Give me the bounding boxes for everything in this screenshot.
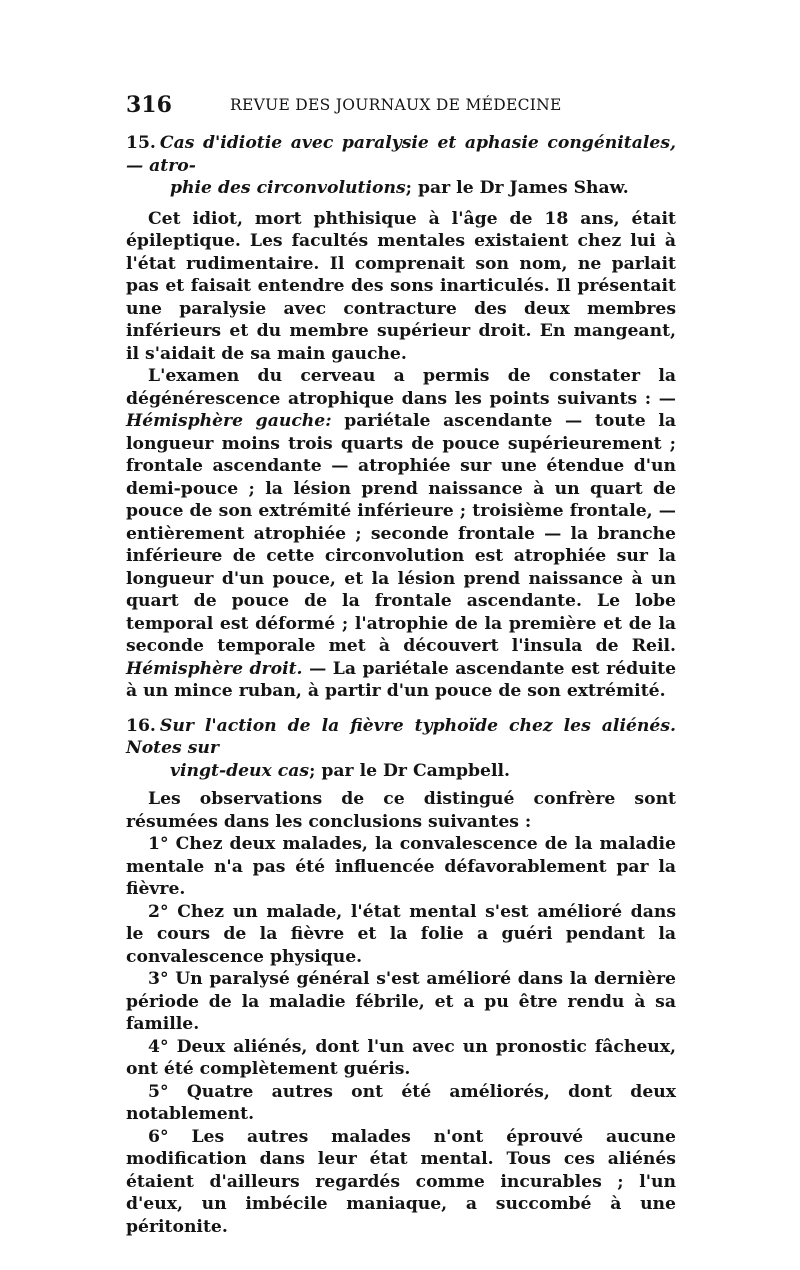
article-number: 16. xyxy=(126,715,156,736)
conclusion-item: 2° Chez un malade, l'état mental s'est amélioré dans le cours de la fièvre et la folie a guéri pendant la convalescence physique. xyxy=(126,901,676,967)
page-header xyxy=(126,92,674,118)
article-title-line1: Cas d'idiotie avec paralysie et aphasie congénitales, — atro- xyxy=(126,133,676,176)
article-15-paragraph-2 xyxy=(126,365,676,703)
article-number: 15. xyxy=(126,133,156,153)
page-number: 316 xyxy=(126,92,172,118)
hemisphere-left-label: Hémisphère gauche: xyxy=(126,411,332,431)
article-15-paragraph-1: Cet idiot, mort phthisique à l'âge de 18 ans, était épileptique. Les facultés mentales existaient chez lui à l'état rudimentaire. Il comprenait son nom, ne parlait pas et faisait entendre des sons inarticulés. Il présentait une paralysie avec contracture des deux membres inférieurs et du membre supérieur droit. En mangeant, il s'aidait de sa main gauche. xyxy=(126,208,676,364)
running-title: REVUE DES JOURNAUX DE MÉDECINE xyxy=(230,96,562,114)
conclusion-item: 4° Deux aliénés, dont l'un avec un pronostic fâcheux, ont été complètement guéris. xyxy=(126,1036,676,1079)
conclusion-item: 1° Chez deux malades, la convalescence de la maladie mentale n'a pas été influencée défavorablement par la fièvre. xyxy=(126,834,676,899)
article-title-line2: phie des circonvolutions xyxy=(170,178,406,198)
article-15-title xyxy=(126,132,676,200)
article-author: ; par le Dr Campbell. xyxy=(309,760,510,781)
conclusion-item: 3° Un paralysé général s'est amélioré dans la dernière période de la maladie fébrile, et a pu être rendu à sa famille. xyxy=(126,969,676,1034)
paragraph-text: pariétale ascendante — toute la longueur moins trois quarts de pouce supérieurement ; frontale ascendante — atrophiée sur une étendue d'un demi-pouce ; la lésion prend naissance à un quart de pouce de son extrémité inférieure ; troisième frontale, — entièrement atrophiée ; seconde frontale — la branche inférieure de cette circonvolution est atrophiée sur la longueur d'un pouce, et la lésion prend naissance à un quart de pouce de la frontale ascendante. Le lobe temporal est déformé ; l'atrophie de la première et de la seconde temporale met à découvert l'insula de Reil. xyxy=(126,411,677,656)
conclusion-item: 6° Les autres malades n'ont éprouvé aucune modification dans leur état mental. Tous ces aliénés étaient d'ailleurs regardés comme incurables ; l'un d'eux, un imbécile maniaque, a succombé à une péritonite. xyxy=(126,1126,676,1237)
article-author: ; par le Dr James Shaw. xyxy=(405,178,629,198)
article-16-title xyxy=(126,715,676,783)
paragraph-text: L'examen du cerveau a permis de constater la dégénérescence atrophique dans les points suivants : — xyxy=(126,366,676,409)
article-16-intro: Les observations de ce distingué confrère sont résumées dans les conclusions suivantes : xyxy=(126,789,676,832)
article-title-line2: vingt-deux cas xyxy=(170,760,310,781)
paragraph-text: — La pariétale ascendante est réduite à un mince ruban, à partir d'un pouce de son extrémité. xyxy=(126,658,676,701)
page-body xyxy=(126,132,676,1238)
article-title-line1: Sur l'action de la fièvre typhoïde chez les aliénés. Notes sur xyxy=(126,715,676,758)
hemisphere-right-label: Hémisphère droit. xyxy=(126,658,303,679)
conclusion-item: 5° Quatre autres ont été améliorés, dont deux notablement. xyxy=(126,1081,676,1124)
